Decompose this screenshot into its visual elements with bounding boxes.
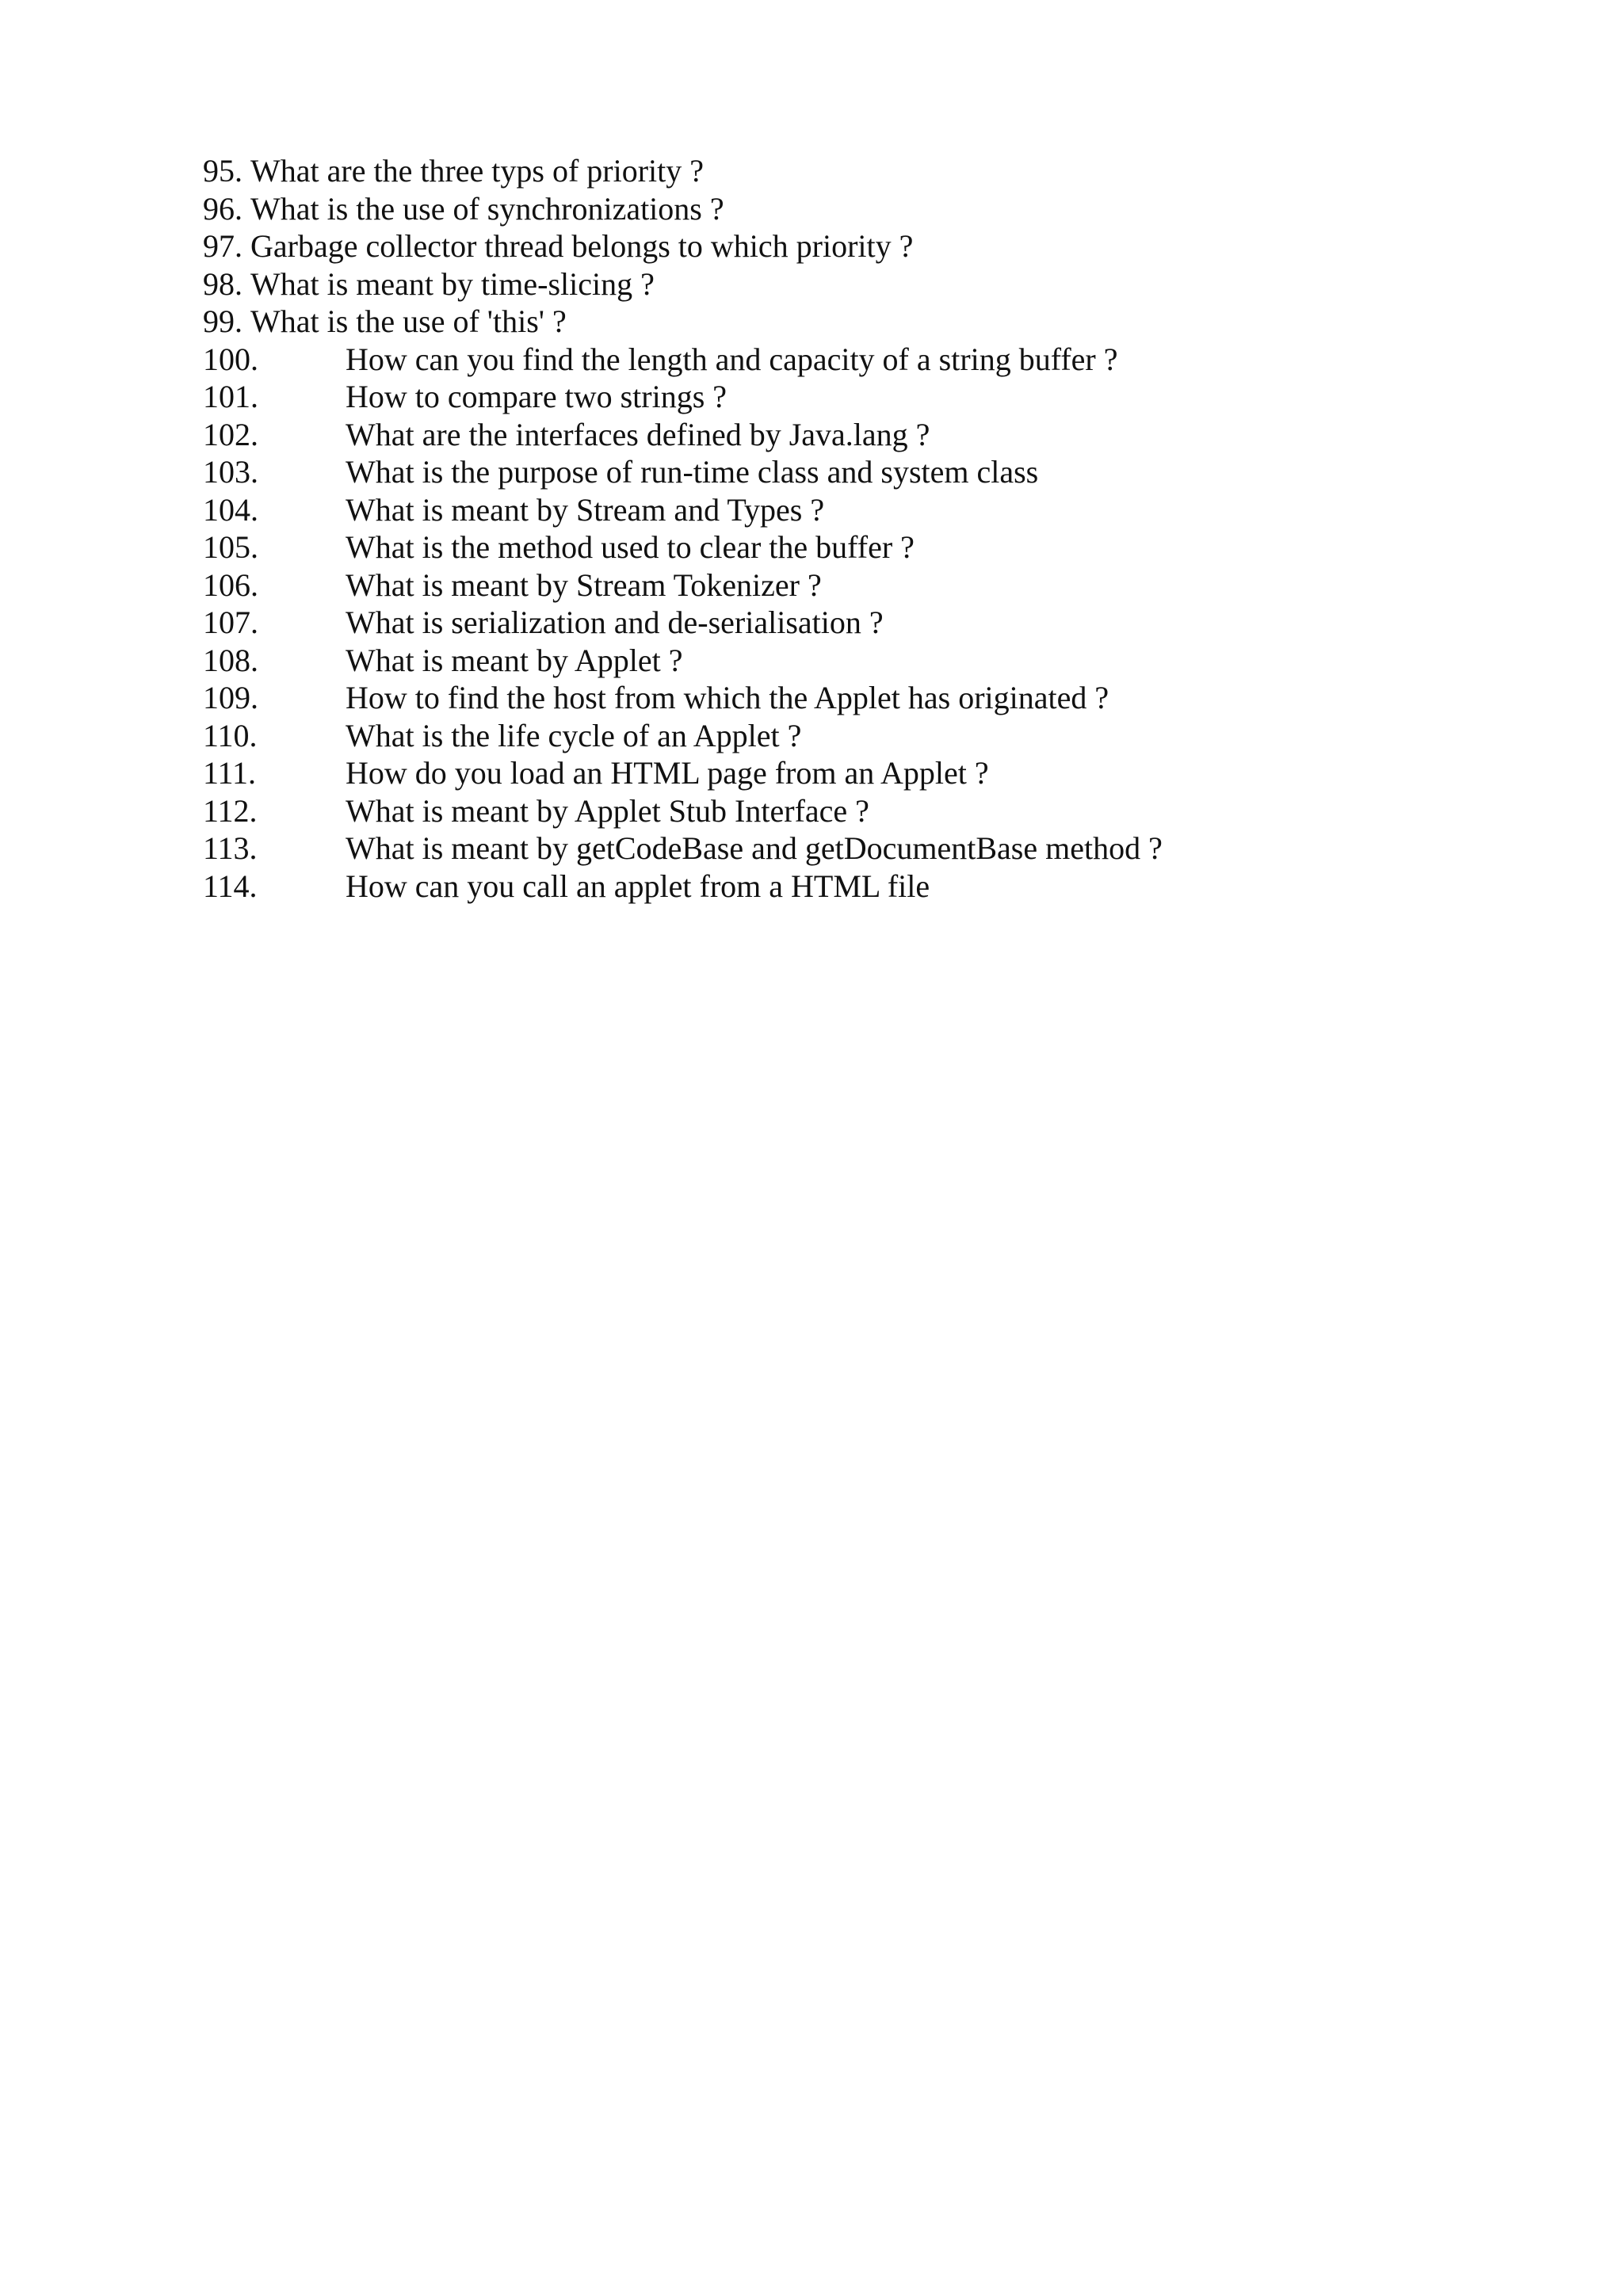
item-text: What are the interfaces defined by Java.lang ? (346, 416, 930, 452)
item-number: 114. (203, 868, 258, 904)
item-text: How do you load an HTML page from an Applet ? (346, 755, 989, 791)
list-item (203, 868, 1471, 906)
item-number: 103. (203, 454, 258, 490)
list-item (203, 528, 1471, 566)
item-number: 107. (203, 605, 258, 640)
item-text: What is serialization and de-serialisation ? (346, 605, 884, 640)
item-text: What is the use of synchronizations ? (250, 190, 724, 227)
list-item (203, 604, 1471, 642)
question-list (203, 152, 1471, 905)
item-text: How to compare two strings ? (346, 379, 727, 414)
list-item (203, 717, 1471, 755)
item-text: What is the method used to clear the buffer ? (346, 529, 915, 565)
item-number: 112. (203, 792, 258, 829)
item-number: 106. (203, 566, 258, 603)
item-number: 111. (203, 755, 257, 791)
list-item (203, 227, 1471, 265)
list-item (203, 566, 1471, 605)
item-text: What is the life cycle of an Applet ? (346, 717, 802, 753)
item-number: 101. (203, 379, 258, 414)
item-text: What is meant by Applet Stub Interface ? (346, 792, 869, 829)
item-number: 97. (203, 228, 242, 264)
item-number: 99. (203, 303, 242, 339)
item-text: What is the purpose of run-time class and system class (346, 454, 1039, 490)
list-item (203, 190, 1471, 228)
list-item (203, 303, 1471, 341)
list-item (203, 378, 1471, 416)
item-text: How can you call an applet from a HTML file (346, 868, 930, 904)
list-item (203, 679, 1471, 717)
item-number: 95. (203, 153, 242, 189)
list-item (203, 642, 1471, 680)
item-text: What is the use of 'this' ? (250, 303, 567, 339)
list-item (203, 754, 1471, 792)
item-number: 98. (203, 265, 242, 302)
item-number: 110. (203, 717, 258, 753)
list-item (203, 341, 1471, 379)
item-text: How can you find the length and capacity of a string buffer ? (346, 341, 1118, 377)
item-text: What are the three typs of priority ? (250, 153, 704, 189)
item-number: 113. (203, 830, 258, 866)
list-item (203, 152, 1471, 190)
list-item (203, 416, 1471, 454)
item-text: What is meant by Stream Tokenizer ? (346, 566, 822, 603)
list-item (203, 792, 1471, 830)
item-number: 102. (203, 416, 258, 452)
item-number: 100. (203, 341, 258, 377)
list-item (203, 491, 1471, 529)
item-number: 105. (203, 529, 258, 565)
item-number: 104. (203, 491, 258, 528)
item-text: What is meant by time-slicing ? (250, 265, 655, 302)
item-text: Garbage collector thread belongs to which priority ? (250, 228, 914, 264)
item-text: What is meant by getCodeBase and getDocumentBase method ? (346, 830, 1163, 866)
list-item (203, 265, 1471, 303)
item-text: What is meant by Stream and Types ? (346, 491, 825, 528)
item-text: How to find the host from which the Applet has originated ? (346, 680, 1109, 715)
list-item (203, 830, 1471, 868)
list-item (203, 453, 1471, 491)
item-number: 108. (203, 642, 258, 678)
item-text: What is meant by Applet ? (346, 642, 683, 678)
item-number: 109. (203, 680, 258, 715)
item-number: 96. (203, 190, 242, 227)
